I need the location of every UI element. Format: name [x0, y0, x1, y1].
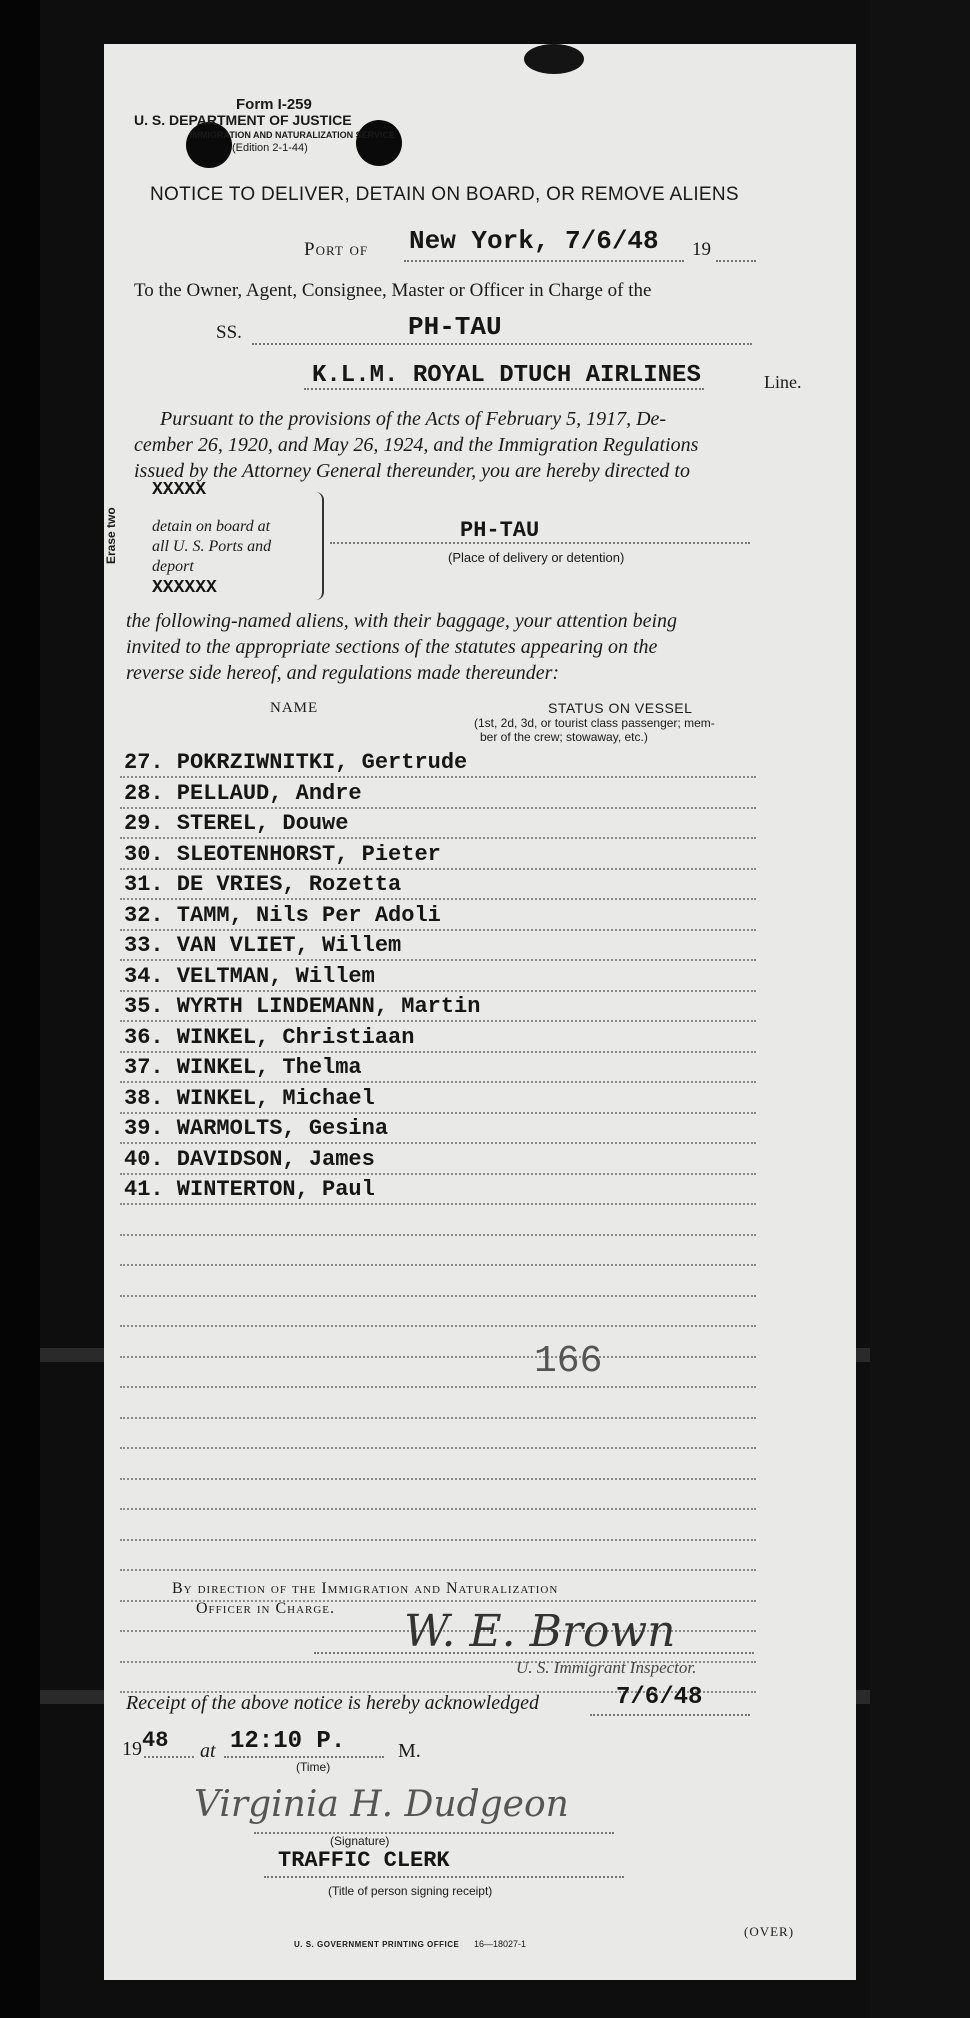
port-value: New York, 7/6/48: [409, 226, 659, 256]
option-detain-2: all U. S. Ports and: [152, 538, 272, 555]
alien-row-line: [120, 1356, 756, 1358]
alien-row-line: [120, 837, 756, 839]
footer-code: 16—18027-1: [474, 1939, 527, 1949]
scan-right-margin: [870, 0, 970, 2018]
punch-hole: [186, 122, 232, 168]
title-caption: (Title of person signing receipt): [328, 1884, 493, 1898]
receipt-date: 7/6/48: [616, 1684, 703, 1711]
option-detain-3: deport: [152, 558, 194, 575]
port-label: Port of: [304, 239, 369, 260]
alien-row-line: [120, 1142, 756, 1144]
receipt-time-line: [224, 1756, 384, 1758]
alien-row: 32. TAMM, Nils Per Adoli: [124, 902, 441, 928]
alien-row-line: [120, 1081, 756, 1083]
page-title: NOTICE TO DELIVER, DETAIN ON BOARD, OR REMOVE ALIENS: [150, 184, 739, 205]
alien-row-line: [120, 1539, 756, 1541]
alien-row: 27. POKRZIWNITKI, Gertrude: [124, 750, 468, 775]
alien-row-line: [120, 776, 756, 778]
direction-line-2: Officer in Charge.: [196, 1600, 336, 1617]
alien-row: 40. DAVIDSON, James: [124, 1146, 375, 1172]
over-label: (OVER): [744, 1924, 795, 1939]
port-line: [404, 260, 684, 262]
stamp-number: 166: [534, 1340, 603, 1383]
edition: (Edition 2-1-44): [232, 142, 308, 154]
alien-row: 39. WARMOLTS, Gesina: [124, 1116, 389, 1141]
erase-two-label: Erase two: [104, 507, 118, 564]
alien-row: 38. WINKEL, Michael: [124, 1085, 375, 1111]
pursuant-text-1: Pursuant to the provisions of the Acts of February 5, 1917, De-: [160, 408, 667, 430]
alien-row: 33. VAN VLIET, Willem: [124, 933, 402, 958]
line-value: K.L.M. ROYAL DTUCH AIRLINES: [312, 362, 701, 389]
option-deliver-struck: XXXXX: [152, 480, 207, 500]
alien-row-line: [120, 1478, 756, 1480]
time-caption: (Time): [296, 1760, 331, 1774]
alien-row-line: [120, 898, 756, 900]
line-label: Line.: [764, 372, 802, 392]
alien-row-line: [120, 1264, 756, 1266]
alien-row-line: [120, 1447, 756, 1449]
signature-caption: (Signature): [330, 1834, 390, 1848]
signature-line: [314, 1652, 754, 1654]
alien-row: 37. WINKEL, Thelma: [124, 1055, 362, 1080]
form-number: Form I-259: [236, 96, 312, 113]
place-caption: (Place of delivery or detention): [448, 550, 625, 565]
form-i-259: [104, 44, 856, 1980]
alien-row-line: [120, 1386, 756, 1388]
alien-row-line: [120, 929, 756, 931]
receipt-date-line: [590, 1714, 750, 1716]
column-status: STATUS ON VESSEL: [548, 700, 693, 716]
following-text-1: the following-named aliens, with their baggage, your attention being: [126, 610, 678, 632]
alien-row-line: [120, 1417, 756, 1419]
column-name: NAME: [270, 700, 319, 716]
port-year-line: [716, 260, 756, 262]
receipt-signature-line: [254, 1832, 614, 1834]
receipt-time-suffix: M.: [398, 1740, 421, 1762]
alien-row-line: [120, 1234, 756, 1236]
alien-row: 31. DE VRIES, Rozetta: [124, 872, 402, 897]
alien-row-line: [120, 1020, 756, 1022]
port-year-prefix: 19: [692, 239, 711, 260]
scan-left-margin: [0, 0, 40, 2018]
alien-row-line: [120, 1325, 756, 1327]
place-value: PH-TAU: [460, 518, 540, 543]
inspector-signature: W. E. Brown: [404, 1606, 676, 1657]
line-rule: [304, 388, 704, 390]
alien-row-line: [120, 959, 756, 961]
vessel-line: [252, 343, 752, 345]
alien-row-line: [120, 1508, 756, 1510]
option-detain-1: detain on board at: [152, 518, 271, 535]
printing-office: U. S. GOVERNMENT PRINTING OFFICE: [294, 1940, 460, 1949]
receipt-at-label: at: [200, 1740, 216, 1762]
alien-row: 41. WINTERTON, Paul: [124, 1177, 375, 1202]
direction-line-1: By direction of the Immigration and Naturalization: [172, 1580, 559, 1597]
receipt-time-value: 12:10 P.: [230, 1728, 346, 1755]
alien-row: 36. WINKEL, Christiaan: [124, 1024, 415, 1050]
service: IMMIGRATION AND NATURALIZATION SERVICE: [190, 130, 395, 140]
receipt-year-prefix: 19: [122, 1738, 142, 1760]
vessel-value: PH-TAU: [408, 312, 502, 342]
receipt-signature: Virginia H. Dudgeon: [194, 1784, 569, 1825]
receipt-year-value: 48: [142, 1728, 169, 1753]
alien-row-line: [120, 1203, 756, 1205]
alien-row-line: [120, 1173, 756, 1175]
alien-row-line: [120, 1295, 756, 1297]
alien-row: 35. WYRTH LINDEMANN, Martin: [124, 994, 481, 1019]
pursuant-text-2: cember 26, 1920, and May 26, 1924, and the Immigration Regulations: [134, 434, 699, 456]
column-status-note-1: (1st, 2d, 3d, or tourist class passenger; mem-: [474, 716, 715, 730]
brace: [316, 492, 324, 600]
receipt-title-value: TRAFFIC CLERK: [278, 1848, 450, 1873]
alien-row-line: [120, 1051, 756, 1053]
alien-row-line: [120, 807, 756, 809]
alien-row-line: [120, 1569, 756, 1571]
vessel-label: SS.: [216, 322, 242, 343]
alien-row-line: [120, 1112, 756, 1114]
department: U. S. DEPARTMENT OF JUSTICE: [134, 112, 352, 128]
inspector-caption: U. S. Immigrant Inspector.: [516, 1658, 697, 1677]
alien-row-line: [120, 990, 756, 992]
place-line: [330, 542, 750, 544]
alien-row: 28. PELLAUD, Andre: [124, 780, 362, 806]
receipt-title-line: [264, 1876, 624, 1878]
alien-row: 34. VELTMAN, Willem: [124, 963, 375, 989]
following-text-2: invited to the appropriate sections of the statutes appearing on the: [126, 636, 658, 658]
punch-hole: [356, 120, 402, 166]
receipt-text: Receipt of the above notice is hereby acknowledged: [126, 1692, 539, 1714]
alien-row: 29. STEREL, Douwe: [124, 811, 349, 836]
address-line: To the Owner, Agent, Consignee, Master or Officer in Charge of the: [134, 280, 652, 301]
receipt-year-line: [144, 1756, 194, 1758]
pursuant-text-3: issued by the Attorney General thereunder, you are hereby directed to: [134, 460, 690, 482]
alien-row: 30. SLEOTENHORST, Pieter: [124, 841, 441, 867]
alien-row-line: [120, 868, 756, 870]
option-remove-struck: XXXXXX: [152, 578, 217, 598]
column-status-note-2: ber of the crew; stowaway, etc.): [480, 730, 648, 744]
ink-blot: [524, 44, 584, 74]
following-text-3: reverse side hereof, and regulations made thereunder:: [126, 662, 560, 684]
